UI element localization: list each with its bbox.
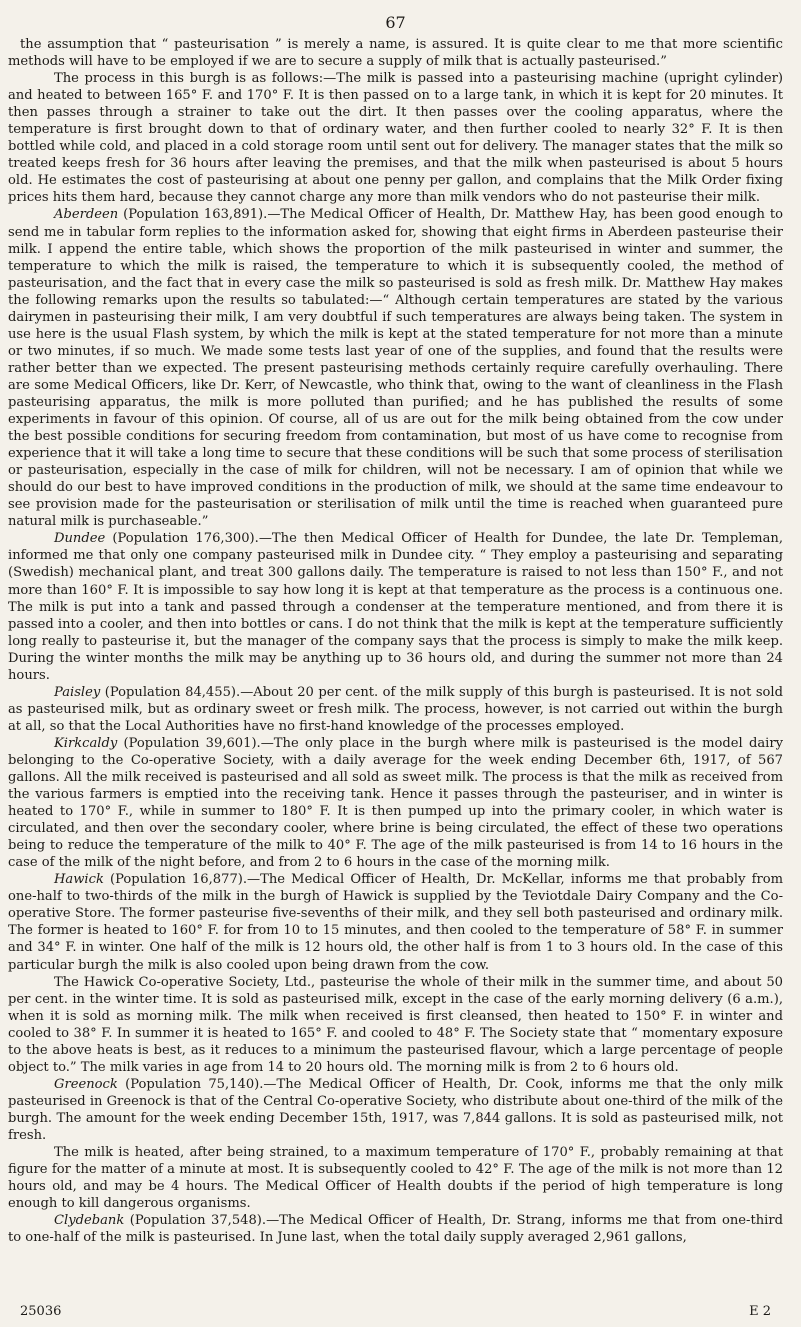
paragraph-text: (Population 163,891).—The Medical Officer of Health, Dr. Matthew Hay, has been good enough to send me in tabular form replies to the information asked for, showing that eight firms in Aberdeen pasteurise their milk. I append the entire table, which shows the proportion of the milk pasteurised in winter and summer, the temperature to which the milk is raised, the temperature to which it is subsequently cooled, the method of pasteurisation, and the fact that in every case the milk so pasteurised is sold as fresh milk. Dr. Matthew Hay makes the following remarks upon the results so tabulated:—“ Although certain temperatures are stated by the various dairymen in pasteurising their milk, I am very doubtful if such temperatures are always being taken. The system in use here is the usual Flash system, by which the milk is kept at the stated temperature for not more than a minute or two minutes, if so much. We made some tests last year of one of the supplies, and found that the results were rather better than we expected. The present pasteurising methods certainly require carefully overhauling. There are some Medical Officers, like Dr. Kerr, of Newcastle, who think that, owing to the want of cleanliness in the Flash pasteurising apparatus, the milk is more polluted than purified; and he has published the results of some experiments in favour of this opinion. Of course, all of us are out for the milk being obtained from the cow under the best possible conditions for securing freedom from contamination, but most of us have come to recognise from experience that it will take a long time to secure that these conditions will be such that some process of sterilisation or pasteurisation, especially in the case of milk for children, will not be necessary. I am of opinion that while we should do our best to have improved conditions in the production of milk, we should at the same time endeavour to see provision made for the pasteurisation or sterilisation of milk until the time is reached when guaranteed pure natural milk is purchaseable.”	[8, 207, 783, 530]
page-number: 67	[385, 13, 406, 32]
place-name: Paisley	[54, 684, 101, 700]
paragraph-kirkcaldy	[8, 735, 783, 871]
paragraph-continuation	[8, 36, 783, 70]
paragraph-aberdeen	[8, 206, 783, 530]
print-reference: 25036	[20, 1304, 62, 1319]
paragraph-text: (Population 176,300).—The then Medical Officer of Health for Dundee, the late Dr. Templeman, informed me that only one company pasteurised milk in Dundee city. “ They employ a pasteurising and separating (Swedish) mechanical plant, and treat 300 gallons daily. The temperature is raised to not less than 150° F., and not more than 160° F. It is impossible to say how long it is kept at that temperature as the process is a continuous one. The milk is put into a tank and passed through a condenser at the temperature mentioned, and from there it is passed into a cooler, and then into bottles or cans. I do not think that the milk is kept at the temperature sufficiently long really to pasteurise it, but the manager of the company says that the process is simply to make the milk keep. During the winter months the milk may be anything up to 36 hours old, and during the summer not more than 24 hours.	[8, 531, 783, 683]
paragraph-greenock	[8, 1076, 783, 1144]
paragraph-text: The Hawick Co-operative Society, Ltd., pasteurise the whole of their milk in the summer time, and about 50 per cent. in the winter time. It is sold as pasteurised milk, except in the case of the early morning delivery (6 a.m.), when it is sold as morning milk. The milk when received is first cleansed, then heated to 150° F. in winter and cooled to 38° F. In summer it is heated to 165° F. and cooled to 48° F. The Society state that “ momentary exposure to the above heats is best, as it reduces to a minimum the pasteurised flavour, which a large percentage of people object to.” The milk varies in age from 14 to 20 hours old. The morning milk is from 2 to 6 hours old.	[8, 974, 783, 1075]
place-name: Kirkcaldy	[54, 735, 118, 751]
paragraph-text: (Population 84,455).—About 20 per cent. of the milk supply of this burgh is pasteurised. It is not sold as pasteurised milk, but as ordinary sweet or fresh milk. The process, however, is not carried out within the burgh at all, so that the Local Authorities have no first-hand knowledge of the processes employed.	[8, 684, 783, 734]
place-name: Aberdeen	[54, 207, 119, 223]
signature-mark: E 2	[749, 1304, 771, 1319]
paragraph-hawick-cooperative	[8, 974, 783, 1076]
paragraph-clydebank	[8, 1212, 783, 1246]
paragraph-dundee	[8, 530, 783, 683]
place-name: Hawick	[54, 872, 104, 888]
paragraph-text: The process in this burgh is as follows:—The milk is passed into a pasteurising machine (upright cylinder) and heated to between 165° F. and 170° F. It is then passed on to a large tank, in which it is kept for 20 minutes. It then passes through a strainer to take out the dirt. It then passes over the cooling apparatus, where the temperature is first brought down to that of ordinary water, and then further cooled to nearly 32° F. It is then bottled while cold, and placed in a cold storage room until sent out for delivery. The manager states that the milk so treated keeps fresh for 36 hours after leaving the premises, and that the milk when pasteurised is about 5 hours old. He estimates the cost of pasteurising at about one penny per gallon, and complains that the Milk Order fixing prices hits them hard, because they cannot charge any more than milk vendors who do not pasteurise their milk.	[8, 71, 783, 206]
page-footer	[20, 1304, 771, 1319]
paragraph-text: (Population 39,601).—The only place in the burgh where milk is pasteurised is the model dairy belonging to the Co-operative Society, with a daily average for the week ending December 6th, 1917, of 567 gallons. All the milk received is pasteurised and all sold as sweet milk. The process is that the milk as received from the various farmers is emptied into the receiving tank. Hence it passes through the pasteuriser, and in winter is heated to 170° F., while in summer to 180° F. It is then pumped up into the primary cooler, in which water is circulated, and then over the secondary cooler, where brine is being circulated, the effect of these two operations being to reduce the temperature of the milk to 40° F. The age of the milk pasteurised is from 14 to 16 hours in the case of the milk of the night before, and from 2 to 6 hours in the case of the morning milk.	[8, 735, 783, 871]
place-name: Dundee	[54, 531, 106, 547]
paragraph-text: (Population 16,877).—The Medical Officer of Health, Dr. McKellar, informs me that probably from one-half to two-thirds of the milk in the burgh of Hawick is supplied by the Teviotdale Dairy Company and the Co-operative Store. The former pasteurise five-sevenths of their milk, and they sell both pasteurised and ordinary milk. The former is heated to 160° F. for from 10 to 15 minutes, and then cooled to the temperature of 58° F. in summer and 34° F. in winter. One half of the milk is 12 hours old, the other half is from 1 to 3 hours old. In the case of this particular burgh the milk is also cooled upon being drawn from the cow.	[8, 872, 783, 973]
place-name: Clydebank	[54, 1213, 125, 1229]
paragraph-text: (Population 75,140).—The Medical Officer of Health, Dr. Cook, informs me that the only milk pasteurised in Greenock is that of the Central Co-operative Society, who distribute about one-third of the milk of the burgh. The amount for the week ending December 15th, 1917, was 7,844 gallons. It is sold as pasteurised milk, not fresh.	[8, 1076, 783, 1143]
paragraph-process	[8, 70, 783, 206]
paragraph-text: The milk is heated, after being strained, to a maximum temperature of 170° F., probably remaining at that figure for the matter of a minute at most. It is subsequently cooled to 42° F. The age of the milk is not more than 12 hours old, and may be 4 hours. The Medical Officer of Health doubts if the period of high temperature is long enough to kill dangerous organisms.	[8, 1145, 783, 1212]
paragraph-greenock-process	[8, 1144, 783, 1212]
paragraph-hawick	[8, 871, 783, 973]
paragraph-text: the assumption that “ pasteurisation ” is merely a name, is assured. It is quite clear to me that more scientific methods will have to be employed if we are to secure a supply of milk that is actually pasteurised.”	[8, 37, 783, 70]
paragraph-text: (Population 37,548).—The Medical Officer of Health, Dr. Strang, informs me that from one-third to one-half of the milk is pasteurised. In June last, when the total daily supply averaged 2,961 gallons,	[8, 1213, 783, 1246]
place-name: Greenock	[54, 1076, 118, 1092]
paragraph-paisley	[8, 684, 783, 735]
